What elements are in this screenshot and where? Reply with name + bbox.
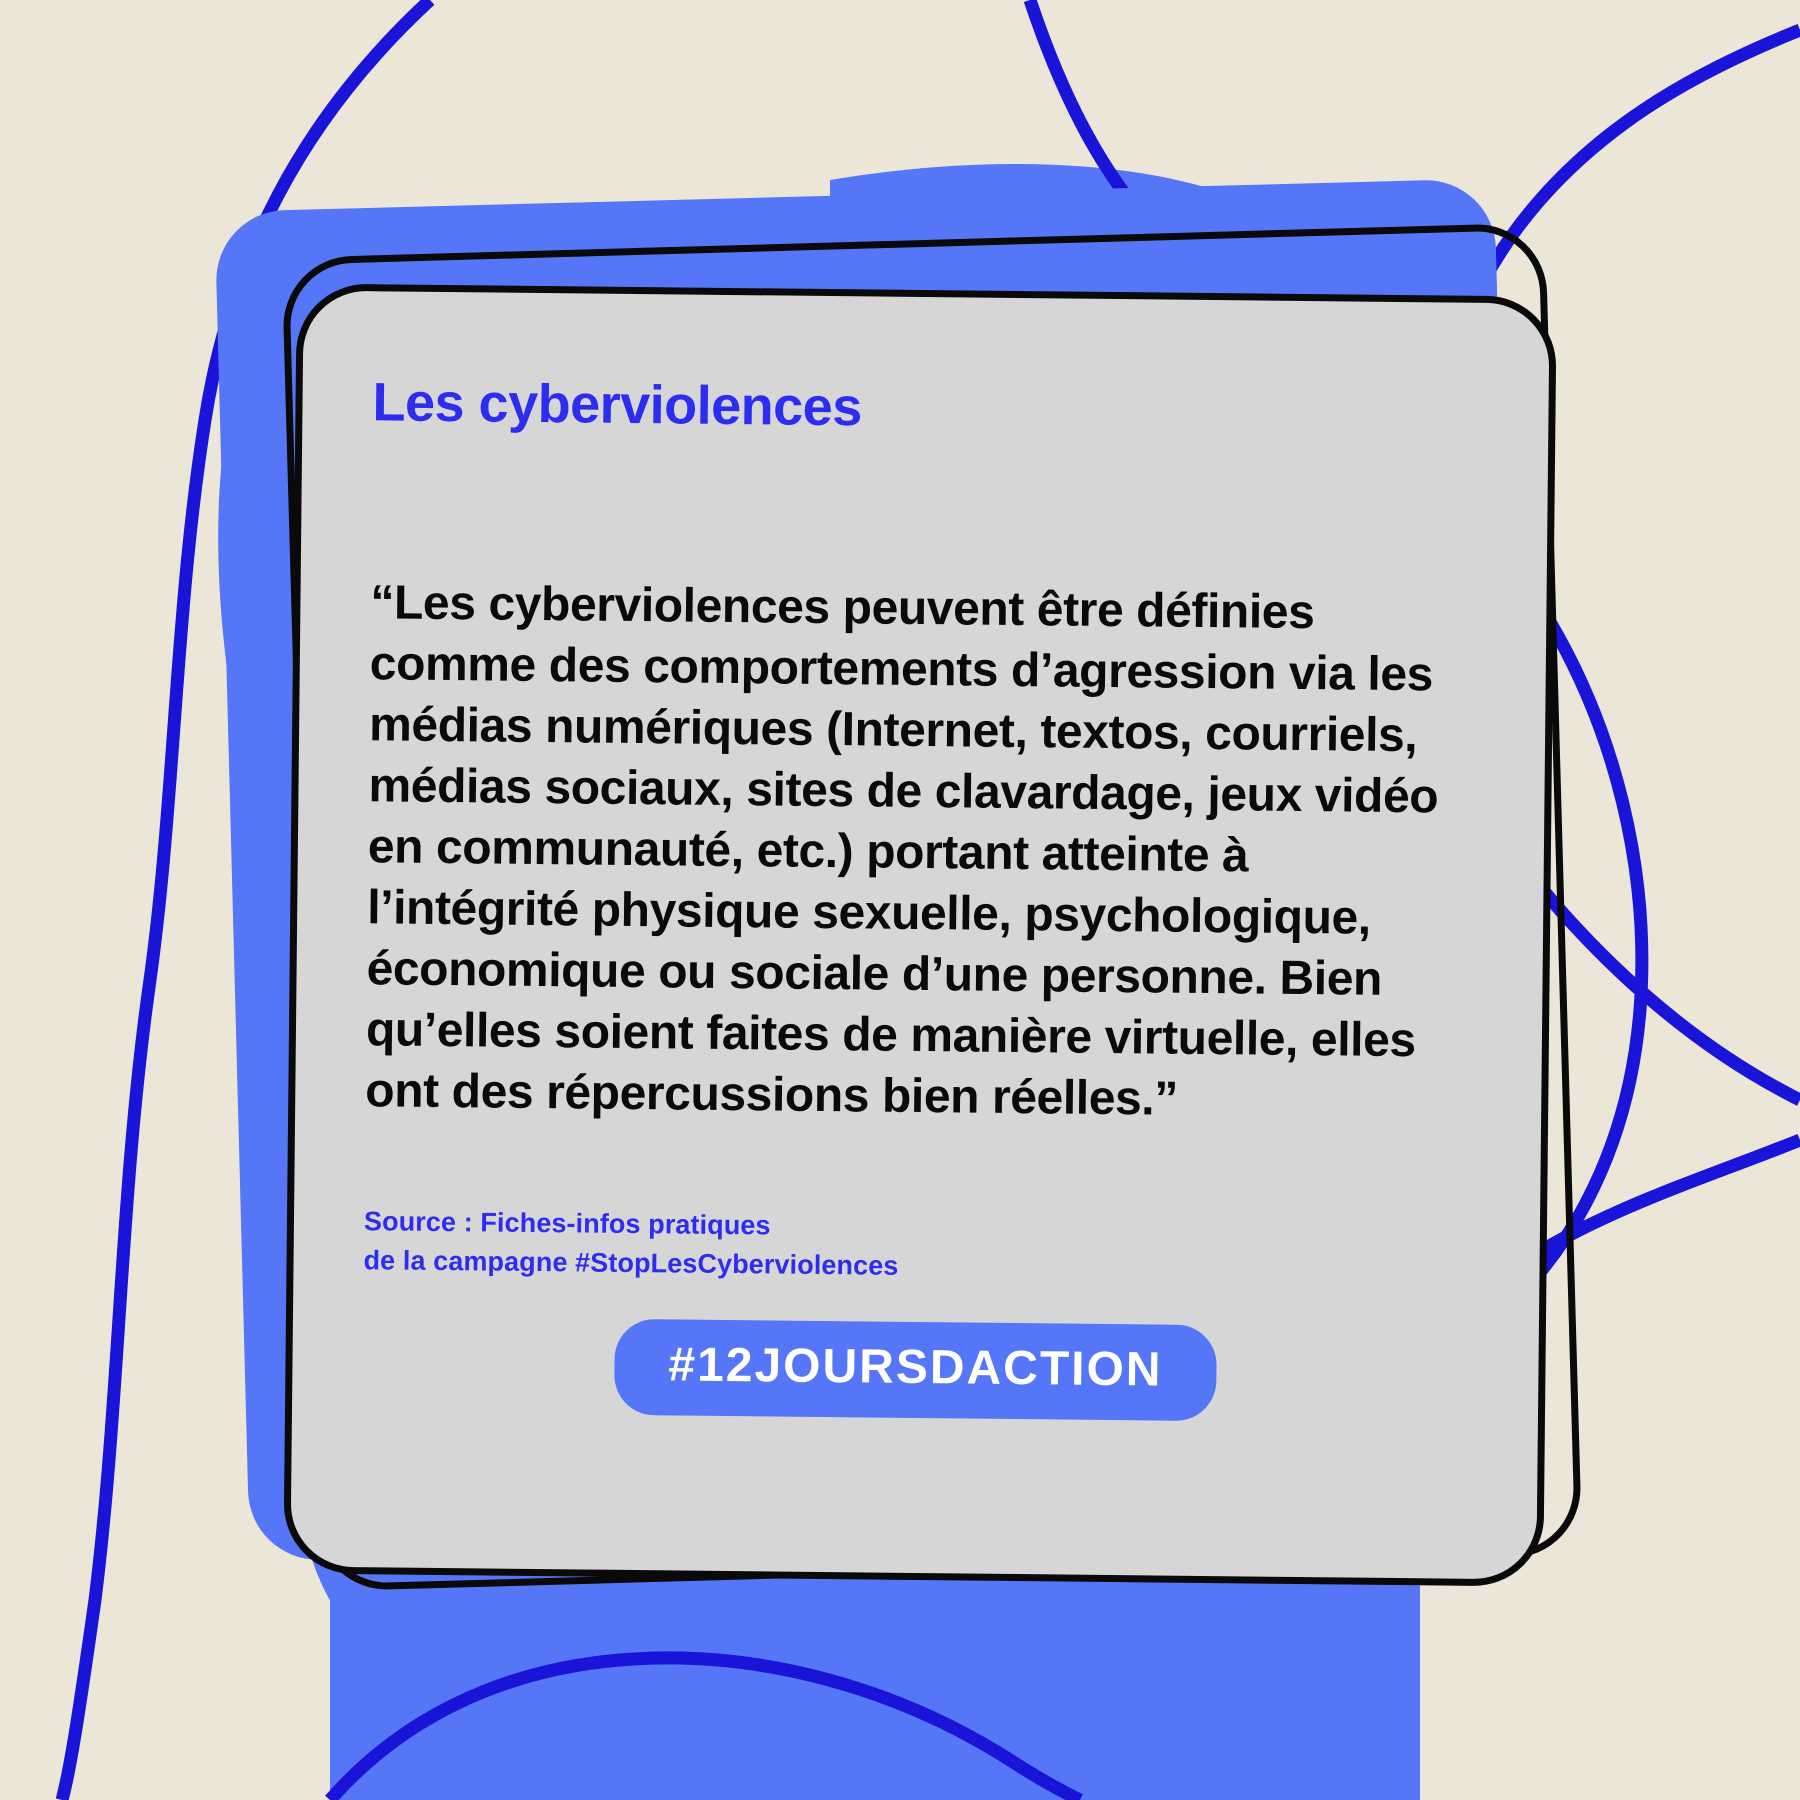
source-line-1: Source : Fiches-infos pratiques: [363, 1205, 771, 1241]
hashtag-area: [292, 1315, 1539, 1424]
quote-text: “Les cyberviolences peuvent être définies comme des comportements d’agression via les médias numériques (Internet, textos, courriels, médias sociaux, sites de clavardage, jeux vidéo en communauté, etc.) portant atteinte à l’intégrité physique sexuelle, psychologique, économique ou sociale d’une personne. Bien qu’elles soient faites de manière virtuelle, elles ont des répercussions bien réelles.”: [365, 576, 1439, 1126]
page-title: Les cyberviolences: [372, 372, 863, 438]
source-credit: [363, 1202, 1470, 1292]
info-card: [283, 283, 1556, 1586]
campaign-hashtag-badge: #12JOURSDACTION: [614, 1319, 1217, 1421]
source-line-2: de la campagne #StopLesCyberviolences: [363, 1244, 899, 1281]
